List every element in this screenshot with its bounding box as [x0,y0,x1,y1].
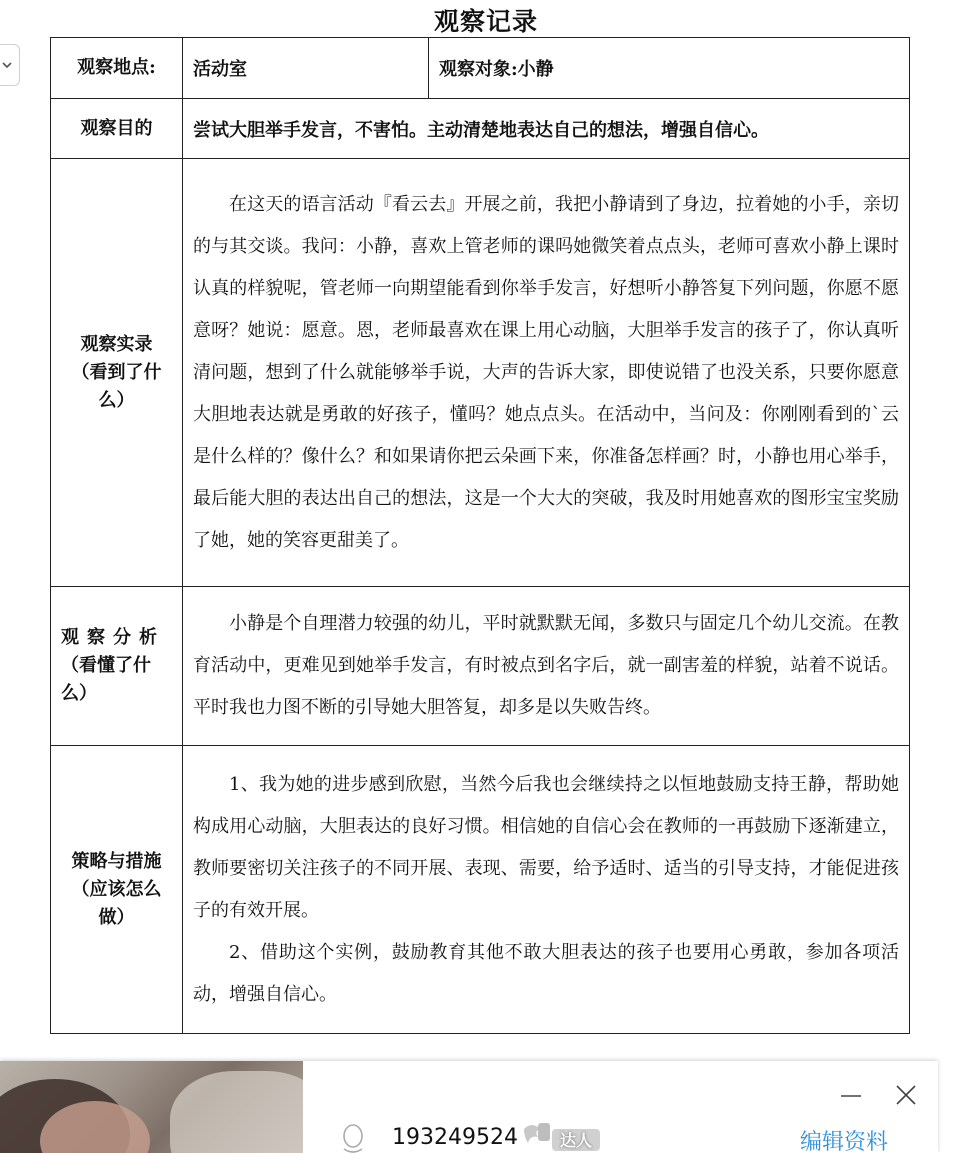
record-label-sub: （看到了什么） [71,361,162,411]
strategy-label-title: 策略与措施 [71,850,162,872]
chevron-down-icon [0,58,14,72]
table-row [51,159,910,587]
table-row [51,38,910,99]
analysis-label-title: 观察分析 [61,627,165,648]
page-title: 观察记录 [433,7,538,36]
location-value: 活动室 [183,38,429,99]
qq-penguin-icon [340,1123,366,1153]
profile-photo[interactable] [0,1061,303,1153]
analysis-label [51,587,183,746]
analysis-label-sub: （看懂了什么） [61,655,151,704]
talent-badge-label: 达人 [560,1131,593,1150]
purpose-label: 观察目的 [51,99,183,159]
analysis-text-cell [183,587,910,746]
location-label: 观察地点: [51,38,183,99]
strategy-para-2: 2、借助这个实例，鼓励教育其他不敢大胆表达的孩子也要用心勇敢，参加各项活动，增强自信心。 [193,941,899,1005]
table-row [51,99,910,159]
minimize-icon[interactable] [838,1083,864,1109]
observation-table [50,37,910,1034]
strategy-label [51,746,183,1034]
table-row [51,746,910,1034]
strategy-text-cell [183,746,910,1034]
record-text: 在这天的语言活动『看云去』开展之前，我把小静请到了身边，拉着她的小手，亲切的与其交谈。我问：小静，喜欢上管老师的课吗她微笑着点点头，老师可喜欢小静上课时认真的样貌呢，管老师一向期望能看到你举手发言，好想听小静答复下列问题，你愿不愿意呀？她说：愿意。恩，老师最喜欢在课上用心动脑，大胆举手发言的孩子了，你认真听清问题，想到了什么就能够举手说，大声的告诉大家，即使说错了也没关系，只要你愿意大胆地表达就是勇敢的好孩子，懂吗？她点点头。在活动中，当问及：你刚刚看到的`云是什么样的？像什么？和如果请你把云朵画下来，你准备怎样画？时，小静也用心举手，最后能大胆的表达出自己的想法，这是一个大大的突破，我及时用她喜欢的图形宝宝奖励了她，她的笑容更甜美了。 [193,193,899,551]
strategy-para-1: 1、我为她的进步感到欣慰，当然今后我也会继续持之以恒地鼓励支持王静，帮助她构成用心动脑，大胆表达的良好习惯。相信她的自信心会在教师的一再鼓励下逐渐建立，教师要密切关注孩子的不同开展、表现、需要，给予适时、适当的引导支持，才能促进孩子的有效开展。 [193,773,899,921]
qq-number: 193249524 [392,1125,518,1150]
purpose-value: 尝试大胆举手发言，不害怕。主动清楚地表达自己的想法，增强自信心。 [183,99,910,159]
qq-profile-popup [0,1061,938,1153]
strategy-label-sub: （应该怎么做） [71,878,162,928]
subject-value: 小静 [517,59,554,80]
subject-label: 观察对象: [439,59,518,80]
record-text-cell [183,159,910,587]
side-panel-toggle[interactable] [0,44,20,86]
record-label-title: 观察实录 [80,333,153,355]
edit-profile-link[interactable]: 编辑资料 [800,1130,889,1153]
record-label [51,159,183,587]
subject-cell [429,38,910,99]
close-icon[interactable] [892,1081,920,1109]
table-row [51,587,910,746]
analysis-text: 小静是个自理潜力较强的幼儿，平时就默默无闻，多数只与固定几个幼儿交流。在教育活动中，更难见到她举手发言，有时被点到名字后，就一副害羞的样貌，站着不说话。平时我也力图不断的引导她大胆答复，却多是以失败告终。 [193,613,899,718]
